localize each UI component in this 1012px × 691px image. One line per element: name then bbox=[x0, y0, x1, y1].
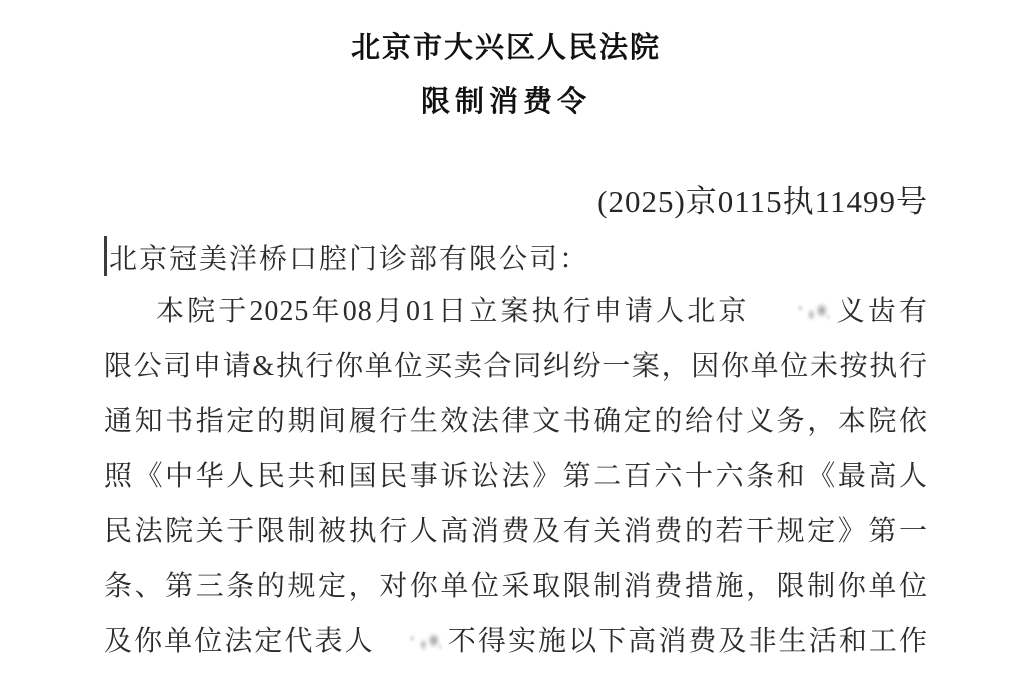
body-line bbox=[104, 347, 928, 387]
body-line bbox=[104, 512, 928, 552]
redacted-text bbox=[750, 296, 835, 326]
body-line bbox=[104, 622, 928, 662]
body-text-segment: 不得实施以下高消费及非生活和工作 bbox=[446, 626, 928, 657]
redacted-text bbox=[375, 626, 447, 656]
body-text-segment: 义齿有 bbox=[834, 296, 928, 327]
addressee-text: 北京冠美洋桥口腔门诊部有限公司： bbox=[109, 244, 590, 275]
addressee-line[interactable] bbox=[104, 236, 589, 282]
body-line bbox=[104, 402, 928, 442]
body-line bbox=[104, 457, 928, 497]
body-text-segment: 通知书指定的期间履行生效法律文书确定的给付义务，本院依 bbox=[104, 406, 928, 437]
case-number: (2025)京0115执11499号 bbox=[597, 184, 928, 219]
body-text-segment: 限公司申请&执行你单位买卖合同纠纷一案，因你单位未按执行 bbox=[104, 351, 928, 382]
body-text-segment: 及你单位法定代表人 bbox=[104, 626, 375, 657]
body-line bbox=[104, 567, 928, 607]
document-title: 限制消费令 bbox=[420, 86, 591, 118]
body-text-segment: 民法院关于限制被执行人高消费及有关消费的若干规定》第一 bbox=[104, 516, 928, 547]
court-name: 北京市大兴区人民法院 bbox=[350, 32, 661, 64]
body-text-segment: 条、第三条的规定，对你单位采取限制消费措施，限制你单位 bbox=[104, 571, 928, 602]
body-text-segment: 本院于2025年08月01日立案执行申请人北京 bbox=[156, 296, 750, 327]
body-text-segment: 照《中华人民共和国民事诉讼法》第二百六十六条和《最高人 bbox=[104, 461, 928, 492]
text-cursor bbox=[104, 236, 107, 276]
body-line bbox=[104, 292, 928, 332]
